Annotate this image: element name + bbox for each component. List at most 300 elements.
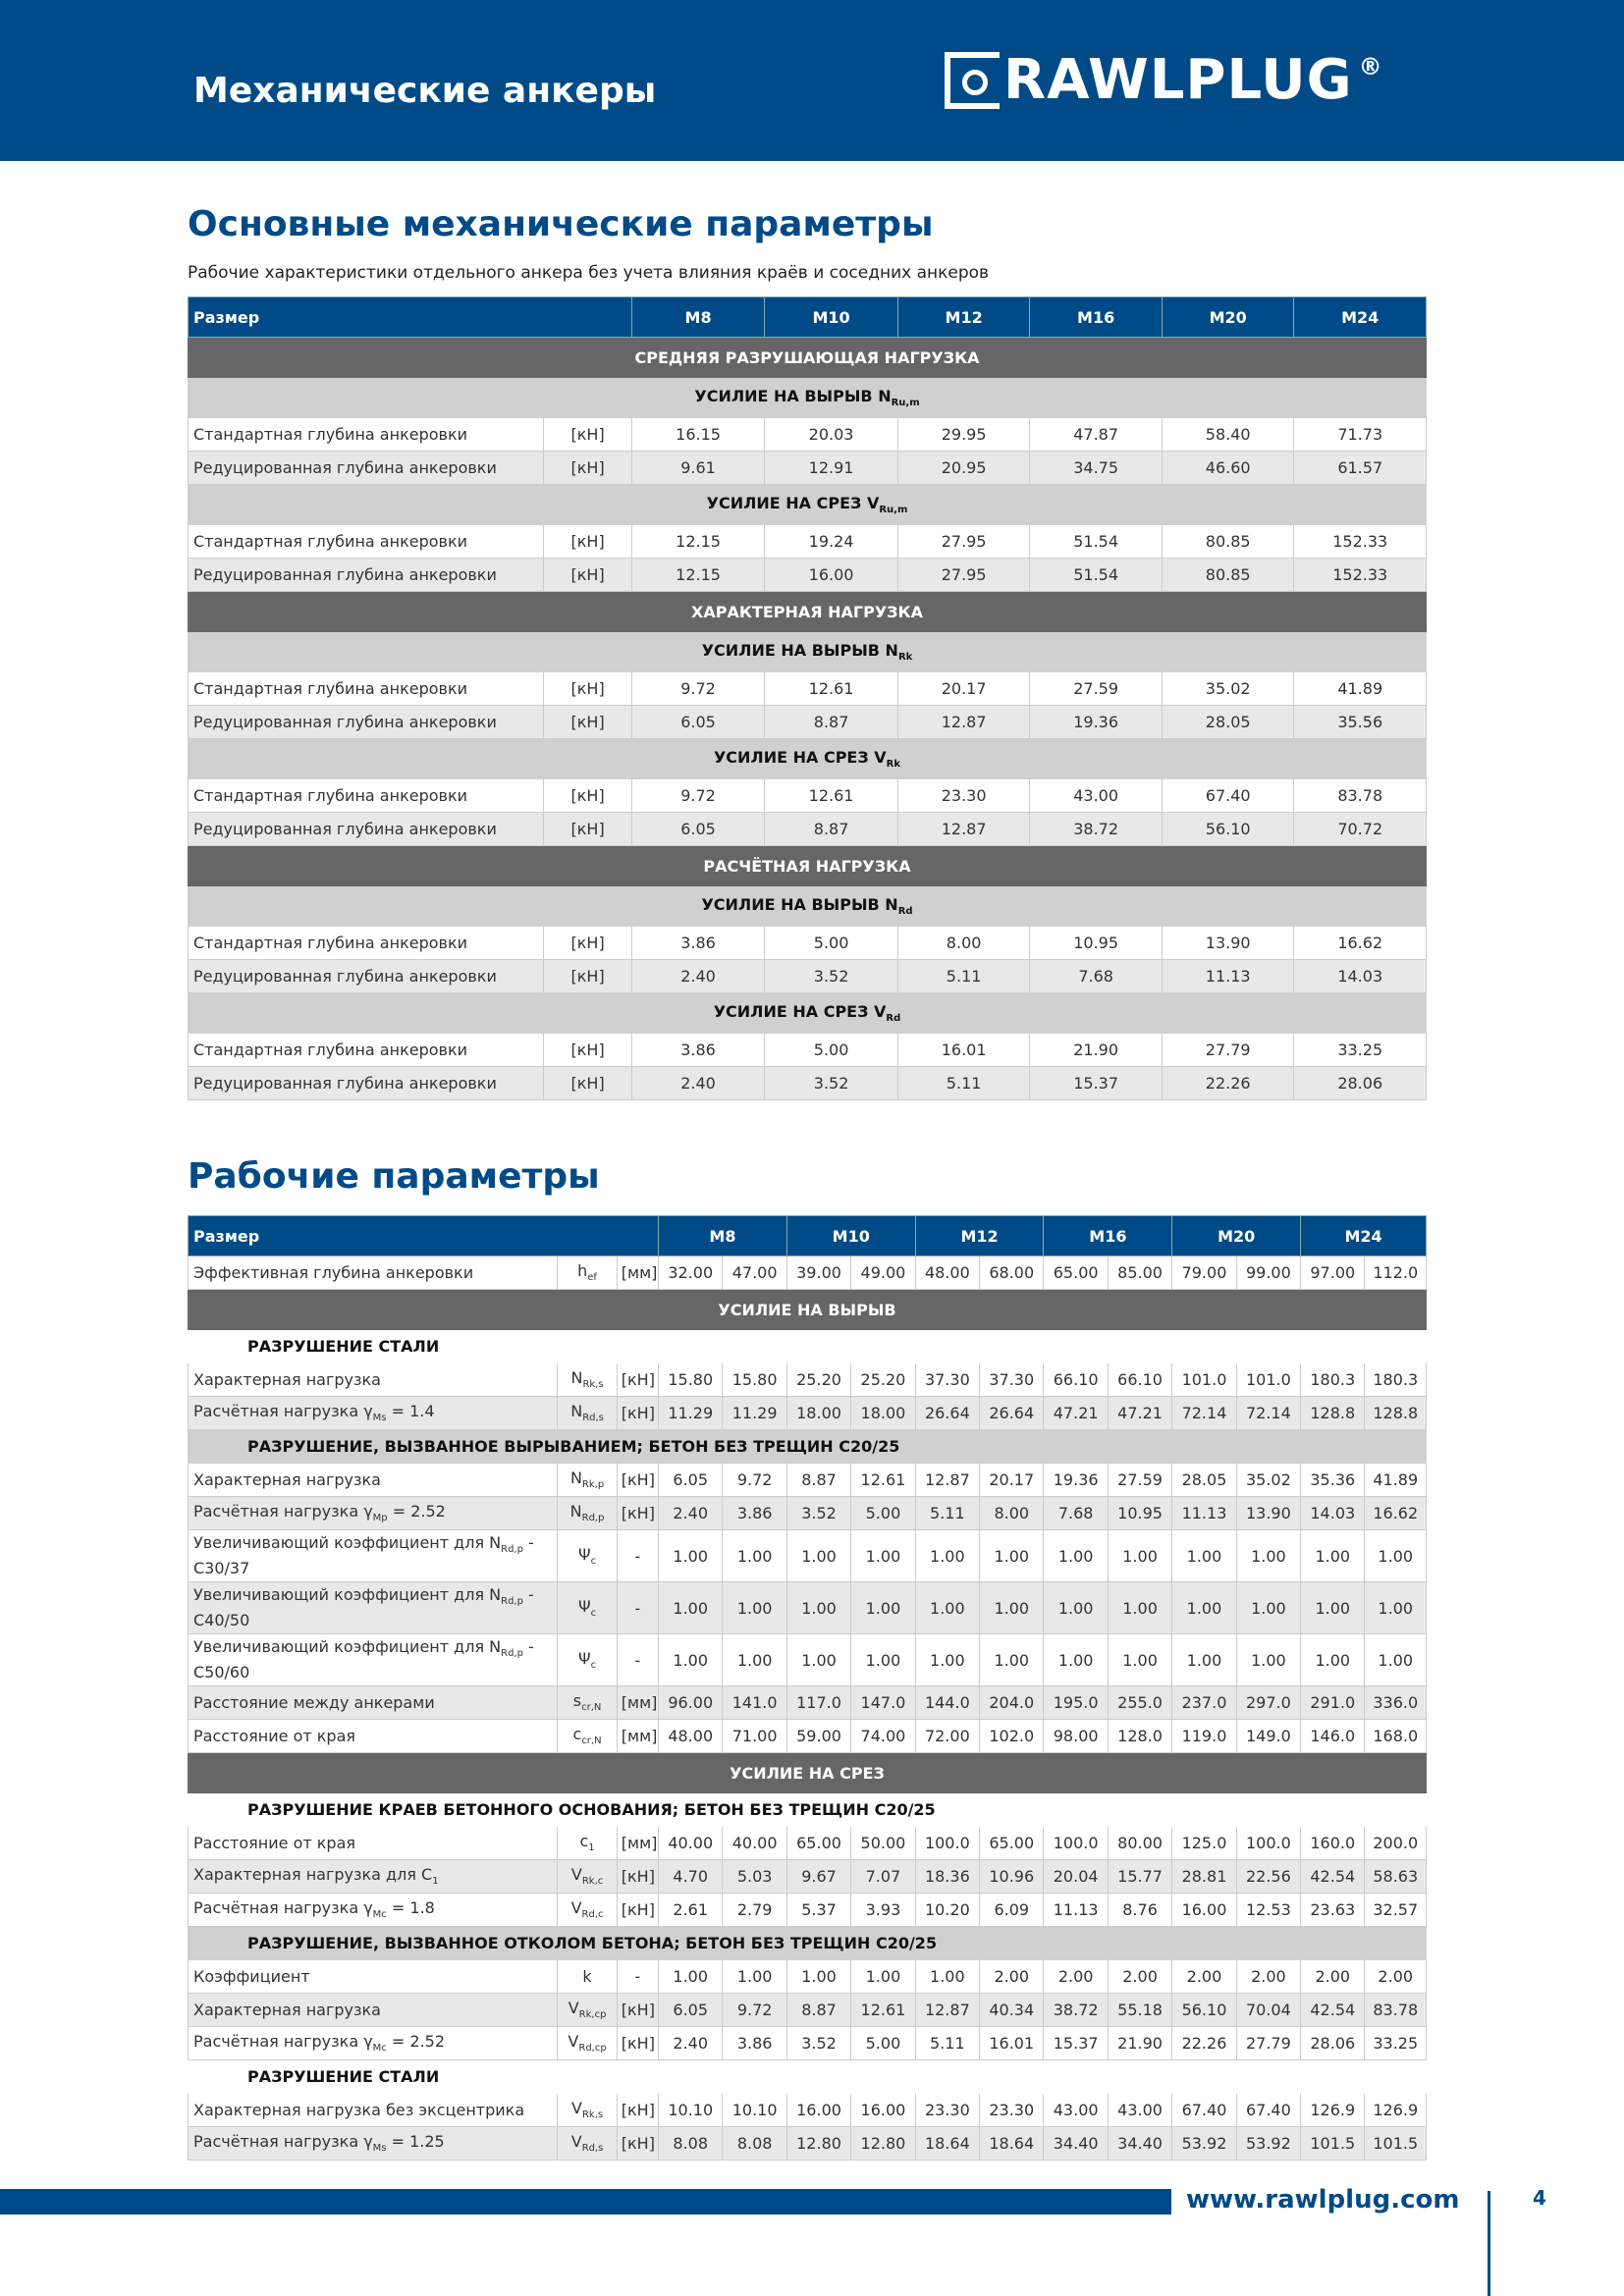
symbol-cell xyxy=(558,1530,617,1582)
value-cell: 2.61 xyxy=(659,1894,723,1927)
value-cell: 35.56 xyxy=(1294,706,1427,739)
symbol-subscript: c xyxy=(590,1556,597,1568)
value-cell: 85.00 xyxy=(1108,1256,1171,1290)
value-cell: 39.00 xyxy=(786,1256,850,1290)
heading-text: ХАРАКТЕРНАЯ НАГРУЗКА xyxy=(691,602,923,621)
label-text: Расчётная нагрузка γ xyxy=(193,1402,373,1421)
value-cell: 3.93 xyxy=(851,1894,915,1927)
subsection-heading xyxy=(189,993,1427,1034)
unit-cell: - xyxy=(617,1530,658,1582)
value-cell: 37.30 xyxy=(915,1363,979,1397)
unit-cell: [кН] xyxy=(617,2127,658,2161)
unit-cell: [мм] xyxy=(617,1256,658,1290)
table-row xyxy=(189,418,1427,452)
table-header-row xyxy=(189,1216,1427,1256)
heading-text: УСИЛИЕ НА СРЕЗ V xyxy=(706,493,880,512)
value-cell: 147.0 xyxy=(851,1686,915,1720)
symbol-subscript: 1 xyxy=(588,1842,595,1854)
label-text: Расчётная нагрузка γ xyxy=(193,1898,373,1918)
symbol-text: Ψ xyxy=(578,1648,591,1668)
value-cell: 1.00 xyxy=(659,1530,723,1582)
size-column-header: M12 xyxy=(897,297,1030,338)
mechanical-params-table xyxy=(188,296,1427,1100)
value-cell: 15.80 xyxy=(659,1363,723,1397)
value-cell: 40.00 xyxy=(659,1827,723,1860)
label-subscript: Mc xyxy=(372,1909,387,1921)
value-cell: 1.00 xyxy=(659,1634,723,1686)
symbol-text: N xyxy=(569,1468,582,1488)
value-cell: 12.91 xyxy=(765,452,898,485)
value-cell: 1.00 xyxy=(1365,1530,1427,1582)
value-cell: 18.64 xyxy=(980,2127,1044,2161)
symbol-text: k xyxy=(582,1967,592,1986)
table-row xyxy=(189,1256,1427,1290)
label-text: Расчётная нагрузка γ xyxy=(193,1502,373,1522)
value-cell: 2.00 xyxy=(1108,1960,1171,1994)
label-subscript: Rd,p xyxy=(501,1544,523,1556)
value-cell: 22.26 xyxy=(1172,2027,1236,2060)
value-cell: 291.0 xyxy=(1301,1686,1365,1720)
symbol-text: V xyxy=(571,2099,582,2118)
heading-text: УСИЛИЕ НА СРЕЗ V xyxy=(713,747,887,767)
table-header-row xyxy=(189,297,1427,338)
value-cell: 72.00 xyxy=(915,1720,979,1753)
value-cell: 34.75 xyxy=(1030,452,1163,485)
value-cell: 48.00 xyxy=(659,1720,723,1753)
value-cell: 1.00 xyxy=(980,1530,1044,1582)
value-cell: 8.87 xyxy=(765,813,898,846)
symbol-cell xyxy=(558,1960,617,1994)
row-label xyxy=(189,1827,558,1860)
row-label xyxy=(189,1397,558,1430)
value-cell: 101.5 xyxy=(1365,2127,1427,2161)
registered-mark: ® xyxy=(1358,53,1382,80)
value-cell: 8.08 xyxy=(723,2127,786,2161)
value-cell: 58.63 xyxy=(1365,1860,1427,1894)
value-cell: 16.15 xyxy=(631,418,765,452)
value-cell: 119.0 xyxy=(1172,1720,1236,1753)
value-cell: 1.00 xyxy=(1365,1582,1427,1634)
value-cell: 101.0 xyxy=(1236,1363,1300,1397)
value-cell: 22.26 xyxy=(1162,1067,1294,1100)
row-label: Стандартная глубина анкеровки xyxy=(189,1034,544,1067)
value-cell: 33.25 xyxy=(1365,2027,1427,2060)
unit-cell: [кН] xyxy=(544,672,631,706)
label-text: Характерная нагрузка без эксцентрика xyxy=(193,2101,525,2119)
heading-subscript: Rd xyxy=(886,1013,901,1025)
unit-cell: [кН] xyxy=(544,960,631,993)
subsection-row xyxy=(189,2060,1427,2094)
brand-logo xyxy=(945,49,1382,112)
symbol-cell xyxy=(558,1994,617,2027)
value-cell: 14.03 xyxy=(1301,1497,1365,1530)
table-row xyxy=(189,1894,1427,1927)
value-cell: 16.01 xyxy=(897,1034,1030,1067)
value-cell: 1.00 xyxy=(1236,1634,1300,1686)
value-cell: 20.17 xyxy=(980,1464,1044,1497)
label-text: Увеличивающий коэффициент для N xyxy=(193,1585,502,1605)
unit-cell: [кН] xyxy=(617,1464,658,1497)
table-row xyxy=(189,1397,1427,1430)
subsection-row xyxy=(189,1927,1427,1960)
value-cell: 7.07 xyxy=(851,1860,915,1894)
symbol-cell xyxy=(558,2027,617,2060)
value-cell: 1.00 xyxy=(851,1960,915,1994)
value-cell: 20.03 xyxy=(765,418,898,452)
value-cell: 12.53 xyxy=(1236,1894,1300,1927)
value-cell: 28.05 xyxy=(1162,706,1294,739)
value-cell: 152.33 xyxy=(1294,559,1427,592)
value-cell: 48.00 xyxy=(915,1256,979,1290)
label-tail: = 1.8 xyxy=(386,1898,435,1918)
symbol-subscript: Rd,s xyxy=(582,1413,604,1424)
value-cell: 101.5 xyxy=(1301,2127,1365,2161)
table-row xyxy=(189,1530,1427,1582)
value-cell: 1.00 xyxy=(851,1634,915,1686)
value-cell: 1.00 xyxy=(723,1960,786,1994)
value-cell: 3.86 xyxy=(723,2027,786,2060)
value-cell: 70.04 xyxy=(1236,1994,1300,2027)
unit-cell: [мм] xyxy=(617,1720,658,1753)
value-cell: 12.15 xyxy=(631,525,765,559)
row-label: Редуцированная глубина анкеровки xyxy=(189,960,544,993)
value-cell: 1.00 xyxy=(1172,1634,1236,1686)
subsection-heading xyxy=(189,378,1427,418)
value-cell: 144.0 xyxy=(915,1686,979,1720)
table-row xyxy=(189,779,1427,813)
label-tail: - C40/50 xyxy=(193,1585,534,1629)
row-label xyxy=(189,1464,558,1497)
value-cell: 67.40 xyxy=(1172,2094,1236,2127)
row-label xyxy=(189,2127,558,2161)
page-header-title: Механические анкеры xyxy=(193,71,657,111)
value-cell: 1.00 xyxy=(659,1960,723,1994)
value-cell: 12.80 xyxy=(851,2127,915,2161)
value-cell: 180.3 xyxy=(1301,1363,1365,1397)
value-cell: 83.78 xyxy=(1365,1994,1427,2027)
section1-title: Основные механические параметры xyxy=(188,204,934,244)
row-label: Редуцированная глубина анкеровки xyxy=(189,813,544,846)
value-cell: 32.00 xyxy=(659,1256,723,1290)
value-cell: 9.67 xyxy=(786,1860,850,1894)
value-cell: 336.0 xyxy=(1365,1686,1427,1720)
size-header: Размер xyxy=(189,1216,659,1256)
row-label xyxy=(189,1530,558,1582)
label-text: Характерная нагрузка xyxy=(193,1370,381,1389)
value-cell: 2.00 xyxy=(1365,1960,1427,1994)
value-cell: 12.61 xyxy=(765,672,898,706)
value-cell: 297.0 xyxy=(1236,1686,1300,1720)
value-cell: 1.00 xyxy=(723,1582,786,1634)
table-row xyxy=(189,2127,1427,2161)
unit-cell: [кН] xyxy=(617,1994,658,2027)
value-cell: 6.09 xyxy=(980,1894,1044,1927)
value-cell: 1.00 xyxy=(786,1634,850,1686)
value-cell: 59.00 xyxy=(786,1720,850,1753)
value-cell: 47.21 xyxy=(1108,1397,1171,1430)
value-cell: 1.00 xyxy=(786,1582,850,1634)
value-cell: 126.9 xyxy=(1365,2094,1427,2127)
symbol-cell xyxy=(558,1256,617,1290)
value-cell: 27.59 xyxy=(1108,1464,1171,1497)
value-cell: 49.00 xyxy=(851,1256,915,1290)
value-cell: 71.73 xyxy=(1294,418,1427,452)
value-cell: 11.29 xyxy=(723,1397,786,1430)
value-cell: 15.37 xyxy=(1030,1067,1163,1100)
symbol-text: V xyxy=(568,2032,579,2052)
value-cell: 5.00 xyxy=(765,1034,898,1067)
value-cell: 11.13 xyxy=(1162,960,1294,993)
value-cell: 2.00 xyxy=(1236,1960,1300,1994)
size-column-header: M24 xyxy=(1294,297,1427,338)
value-cell: 101.0 xyxy=(1172,1363,1236,1397)
value-cell: 16.00 xyxy=(786,2094,850,2127)
value-cell: 15.80 xyxy=(723,1363,786,1397)
value-cell: 12.87 xyxy=(915,1464,979,1497)
value-cell: 22.56 xyxy=(1236,1860,1300,1894)
value-cell: 53.92 xyxy=(1172,2127,1236,2161)
table-row xyxy=(189,2094,1427,2127)
table-row xyxy=(189,559,1427,592)
value-cell: 8.87 xyxy=(786,1464,850,1497)
value-cell: 97.00 xyxy=(1301,1256,1365,1290)
value-cell: 15.77 xyxy=(1108,1860,1171,1894)
value-cell: 100.0 xyxy=(915,1827,979,1860)
section-row xyxy=(189,592,1427,632)
label-text: Расчётная нагрузка γ xyxy=(193,2032,373,2052)
row-label xyxy=(189,1256,558,1290)
value-cell: 10.10 xyxy=(659,2094,723,2127)
symbol-cell xyxy=(558,1720,617,1753)
value-cell: 1.00 xyxy=(915,1634,979,1686)
table-row xyxy=(189,927,1427,960)
value-cell: 10.10 xyxy=(723,2094,786,2127)
symbol-text: s xyxy=(572,1691,582,1711)
symbol-text: V xyxy=(570,2132,582,2152)
table-row xyxy=(189,1827,1427,1860)
value-cell: 35.02 xyxy=(1236,1464,1300,1497)
value-cell: 11.29 xyxy=(659,1397,723,1430)
value-cell: 8.76 xyxy=(1108,1894,1171,1927)
row-label xyxy=(189,1582,558,1634)
table-row xyxy=(189,813,1427,846)
value-cell: 255.0 xyxy=(1108,1686,1171,1720)
table-row xyxy=(189,1686,1427,1720)
value-cell: 4.70 xyxy=(659,1860,723,1894)
label-subscript: 1 xyxy=(432,1876,439,1888)
value-cell: 5.11 xyxy=(897,1067,1030,1100)
subsection-heading xyxy=(189,739,1427,779)
symbol-subscript: Rd,p xyxy=(581,1513,605,1524)
value-cell: 6.05 xyxy=(631,813,765,846)
label-subscript: Mc xyxy=(372,2043,387,2055)
heading-text: СРЕДНЯЯ РАЗРУШАЮЩАЯ НАГРУЗКА xyxy=(634,347,980,367)
value-cell: 79.00 xyxy=(1172,1256,1236,1290)
unit-cell: - xyxy=(617,1960,658,1994)
value-cell: 43.00 xyxy=(1030,779,1163,813)
value-cell: 10.95 xyxy=(1108,1497,1171,1530)
symbol-subscript: c xyxy=(590,1660,597,1672)
value-cell: 7.68 xyxy=(1030,960,1163,993)
unit-cell: [кН] xyxy=(617,1363,658,1397)
value-cell: 65.00 xyxy=(786,1827,850,1860)
value-cell: 2.40 xyxy=(659,1497,723,1530)
unit-cell: [кН] xyxy=(544,1034,631,1067)
value-cell: 41.89 xyxy=(1294,672,1427,706)
value-cell: 149.0 xyxy=(1236,1720,1300,1753)
row-label xyxy=(189,1894,558,1927)
value-cell: 19.36 xyxy=(1030,706,1163,739)
symbol-text: Ψ xyxy=(578,1596,591,1616)
table-row xyxy=(189,672,1427,706)
subsection-row xyxy=(189,739,1427,779)
footer-bar xyxy=(0,2189,1171,2215)
value-cell: 42.54 xyxy=(1301,1994,1365,2027)
symbol-text: h xyxy=(577,1261,588,1281)
value-cell: 5.00 xyxy=(765,927,898,960)
value-cell: 6.05 xyxy=(631,706,765,739)
value-cell: 2.40 xyxy=(659,2027,723,2060)
symbol-cell xyxy=(558,2094,617,2127)
symbol-cell xyxy=(558,1582,617,1634)
unit-cell: [кН] xyxy=(617,1497,658,1530)
value-cell: 80.00 xyxy=(1108,1827,1171,1860)
value-cell: 1.00 xyxy=(915,1960,979,1994)
symbol-text: V xyxy=(570,1898,582,1918)
row-label: Стандартная глубина анкеровки xyxy=(189,672,544,706)
value-cell: 1.00 xyxy=(1044,1530,1108,1582)
value-cell: 2.00 xyxy=(1172,1960,1236,1994)
symbol-cell xyxy=(558,1860,617,1894)
label-subscript: Rd,p xyxy=(501,1596,523,1608)
value-cell: 9.72 xyxy=(631,672,765,706)
size-column-header: M16 xyxy=(1030,297,1163,338)
symbol-subscript: cr,N xyxy=(581,1702,602,1714)
value-cell: 11.13 xyxy=(1172,1497,1236,1530)
value-cell: 32.57 xyxy=(1365,1894,1427,1927)
value-cell: 1.00 xyxy=(786,1960,850,1994)
value-cell: 23.30 xyxy=(915,2094,979,2127)
heading-subscript: Rk xyxy=(886,759,901,771)
row-label xyxy=(189,1720,558,1753)
unit-cell: [кН] xyxy=(544,779,631,813)
working-params-table xyxy=(188,1215,1427,2161)
value-cell: 25.20 xyxy=(851,1363,915,1397)
unit-cell: - xyxy=(617,1634,658,1686)
subsection-row xyxy=(189,632,1427,672)
unit-cell: [кН] xyxy=(544,418,631,452)
unit-cell: [кН] xyxy=(617,1860,658,1894)
value-cell: 8.08 xyxy=(659,2127,723,2161)
value-cell: 18.00 xyxy=(786,1397,850,1430)
value-cell: 43.00 xyxy=(1044,2094,1108,2127)
value-cell: 16.62 xyxy=(1294,927,1427,960)
value-cell: 9.72 xyxy=(723,1464,786,1497)
value-cell: 80.85 xyxy=(1162,559,1294,592)
table-row xyxy=(189,1464,1427,1497)
unit-cell: [кН] xyxy=(544,525,631,559)
table-row xyxy=(189,1067,1427,1100)
table-row xyxy=(189,1363,1427,1397)
value-cell: 1.00 xyxy=(1108,1530,1171,1582)
value-cell: 72.14 xyxy=(1236,1397,1300,1430)
subsection-row xyxy=(189,1793,1427,1827)
label-text: Увеличивающий коэффициент для N xyxy=(193,1637,502,1657)
unit-cell: [кН] xyxy=(617,2094,658,2127)
value-cell: 128.8 xyxy=(1301,1397,1365,1430)
value-cell: 12.61 xyxy=(765,779,898,813)
subsection-row xyxy=(189,993,1427,1034)
value-cell: 20.95 xyxy=(897,452,1030,485)
table-row xyxy=(189,1582,1427,1634)
section-row xyxy=(189,846,1427,886)
label-text: Увеличивающий коэффициент для N xyxy=(193,1533,502,1553)
value-cell: 98.00 xyxy=(1044,1720,1108,1753)
value-cell: 1.00 xyxy=(1044,1582,1108,1634)
value-cell: 35.02 xyxy=(1162,672,1294,706)
value-cell: 5.00 xyxy=(851,2027,915,2060)
value-cell: 128.8 xyxy=(1365,1397,1427,1430)
value-cell: 27.79 xyxy=(1236,2027,1300,2060)
value-cell: 1.00 xyxy=(980,1634,1044,1686)
subsection-heading: РАЗРУШЕНИЕ, ВЫЗВАННОЕ ВЫРЫВАНИЕМ; БЕТОН БЕЗ ТРЕЩИН C20/25 xyxy=(189,1430,1427,1464)
symbol-subscript: Rk,p xyxy=(581,1479,605,1491)
table-row xyxy=(189,1960,1427,1994)
label-tail: = 1.25 xyxy=(386,2132,445,2152)
subsection-row xyxy=(189,1430,1427,1464)
symbol-text: V xyxy=(568,1999,579,2018)
value-cell: 47.87 xyxy=(1030,418,1163,452)
heading-text: УСИЛИЕ НА СРЕЗ V xyxy=(713,1001,887,1021)
value-cell: 18.36 xyxy=(915,1860,979,1894)
value-cell: 41.89 xyxy=(1365,1464,1427,1497)
value-cell: 34.40 xyxy=(1108,2127,1171,2161)
value-cell: 1.00 xyxy=(1301,1634,1365,1686)
value-cell: 16.01 xyxy=(980,2027,1044,2060)
heading-text: РАСЧЁТНАЯ НАГРУЗКА xyxy=(703,856,911,876)
subsection-heading: РАЗРУШЕНИЕ КРАЕВ БЕТОННОГО ОСНОВАНИЯ; БЕТОН БЕЗ ТРЕЩИН C20/25 xyxy=(189,1793,1427,1827)
section-heading xyxy=(189,338,1427,378)
value-cell: 46.60 xyxy=(1162,452,1294,485)
value-cell: 19.36 xyxy=(1044,1464,1108,1497)
heading-text: УСИЛИЕ НА ВЫРЫВ N xyxy=(701,640,898,660)
value-cell: 146.0 xyxy=(1301,1720,1365,1753)
value-cell: 66.10 xyxy=(1108,1363,1171,1397)
symbol-cell xyxy=(558,1397,617,1430)
value-cell: 112.0 xyxy=(1365,1256,1427,1290)
size-column-header: M16 xyxy=(1044,1216,1172,1256)
value-cell: 1.00 xyxy=(1108,1582,1171,1634)
label-text: Расстояние от края xyxy=(193,1727,356,1745)
value-cell: 28.06 xyxy=(1294,1067,1427,1100)
value-cell: 5.00 xyxy=(851,1497,915,1530)
row-label xyxy=(189,1686,558,1720)
subsection-row xyxy=(189,886,1427,927)
value-cell: 204.0 xyxy=(980,1686,1044,1720)
value-cell: 14.03 xyxy=(1294,960,1427,993)
subsection-heading xyxy=(189,632,1427,672)
value-cell: 12.87 xyxy=(915,1994,979,2027)
value-cell: 9.72 xyxy=(631,779,765,813)
value-cell: 16.00 xyxy=(851,2094,915,2127)
unit-cell: [мм] xyxy=(617,1827,658,1860)
heading-subscript: Ru,m xyxy=(879,505,908,516)
value-cell: 1.00 xyxy=(1301,1582,1365,1634)
value-cell: 1.00 xyxy=(723,1530,786,1582)
value-cell: 200.0 xyxy=(1365,1827,1427,1860)
footer-website-link[interactable]: www.rawlplug.com xyxy=(1186,2185,1460,2215)
row-label xyxy=(189,2094,558,2127)
